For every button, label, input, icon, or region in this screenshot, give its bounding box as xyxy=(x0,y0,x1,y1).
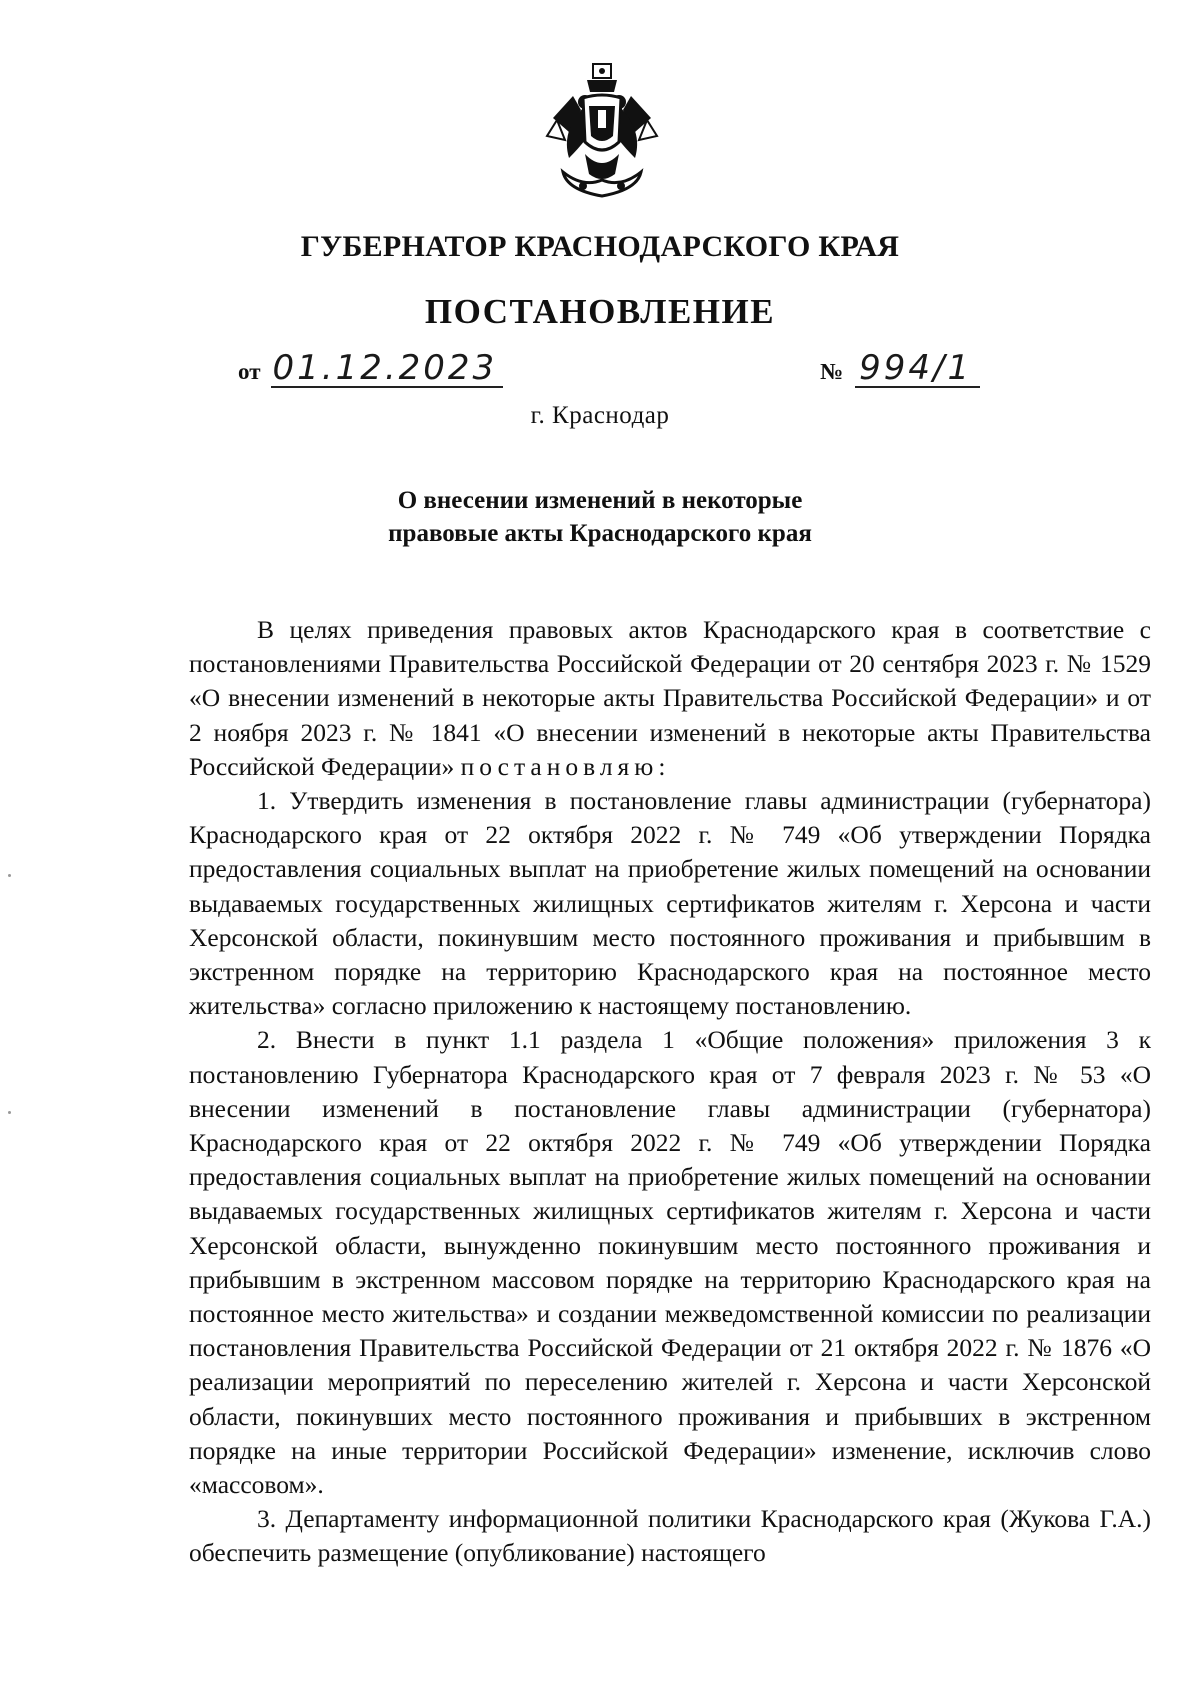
document-number xyxy=(820,350,980,394)
coat-of-arms-icon xyxy=(543,62,661,202)
subject-line-1: О внесении изменений в некоторые xyxy=(397,487,803,514)
scan-mark xyxy=(8,1111,11,1114)
document-body xyxy=(189,613,1151,1571)
subject-line-2: правовые акты Краснодарского края xyxy=(388,520,812,547)
date-prefix: от xyxy=(238,359,261,384)
scan-mark xyxy=(8,874,11,877)
preamble-keyword: постановляю xyxy=(460,751,659,781)
document-type: ПОСТАНОВЛЕНИЕ xyxy=(424,292,776,331)
item-3-paragraph: 3. Департаменту информационной политики Краснодарского края (Жукова Г.А.) обеспечить размещение (опубликование) настоящего xyxy=(189,1504,1151,1568)
issuing-authority: ГУБЕРНАТОР КРАСНОДАРСКОГО КРАЯ xyxy=(300,230,900,263)
document-subject xyxy=(0,484,1200,550)
preamble-text: В целях приведения правовых актов Краснодарского края в соответствие с постановлениями Правительства Российской Федерации от 20 сентября 2023 г. № 1529 «О внесении изменений в некоторые акты Правительства Российской Федерации» и от 2 ноября 2023 г. № 1841 «О внесении изменений в некоторые акты Правительства Российской Федерации» xyxy=(189,615,1151,781)
number-prefix: № xyxy=(820,359,844,384)
place-of-issue: г. Краснодар xyxy=(530,402,670,429)
number-value: 994/1 xyxy=(855,350,980,388)
document-date xyxy=(238,350,503,394)
item-1-paragraph: 1. Утвердить изменения в постановление главы администрации (губернатора) Краснодарского края от 22 октября 2022 г. № 749 «Об утверждении Порядка предоставления социальных выплат на приобретение жилых помещений на основании выдаваемых государственных жилищных сертификатов жителям г. Херсона и части Херсонской области, покинувшим место постоянного проживания и прибывшим в экстренном порядке на территорию Краснодарского края на постоянное место жительства» согласно приложению к настоящему постановлению. xyxy=(189,786,1151,1021)
preamble-end: : xyxy=(658,751,666,781)
preamble-paragraph xyxy=(189,613,1151,784)
date-value: 01.12.2023 xyxy=(271,350,504,388)
item-2-paragraph: 2. Внести в пункт 1.1 раздела 1 «Общие положения» приложения 3 к постановлению Губернатора Краснодарского края от 7 февраля 2023 г. № 53 «О внесении изменений в постановление главы администрации (губернатора) Краснодарского края от 22 октября 2022 г. № 749 «Об утверждении Порядка предоставления социальных выплат на приобретение жилых помещений на основании выдаваемых государственных жилищных сертификатов жителям г. Херсона и части Херсонской области, вынужденно покинувшим место постоянного проживания и прибывшим в экстренном массовом порядке на территорию Краснодарского края на постоянное место жительства» и создании межведомственной комиссии по реализации постановления Правительства Российской Федерации от 21 октября 2022 г. № 1876 «О реализации мероприятий по переселению жителей г. Херсона и части Херсонской области, покинувших место постоянного проживания и прибывших в экстренном порядке на иные территории Российской Федерации» изменение, исключив слово «массовом». xyxy=(189,1025,1151,1500)
